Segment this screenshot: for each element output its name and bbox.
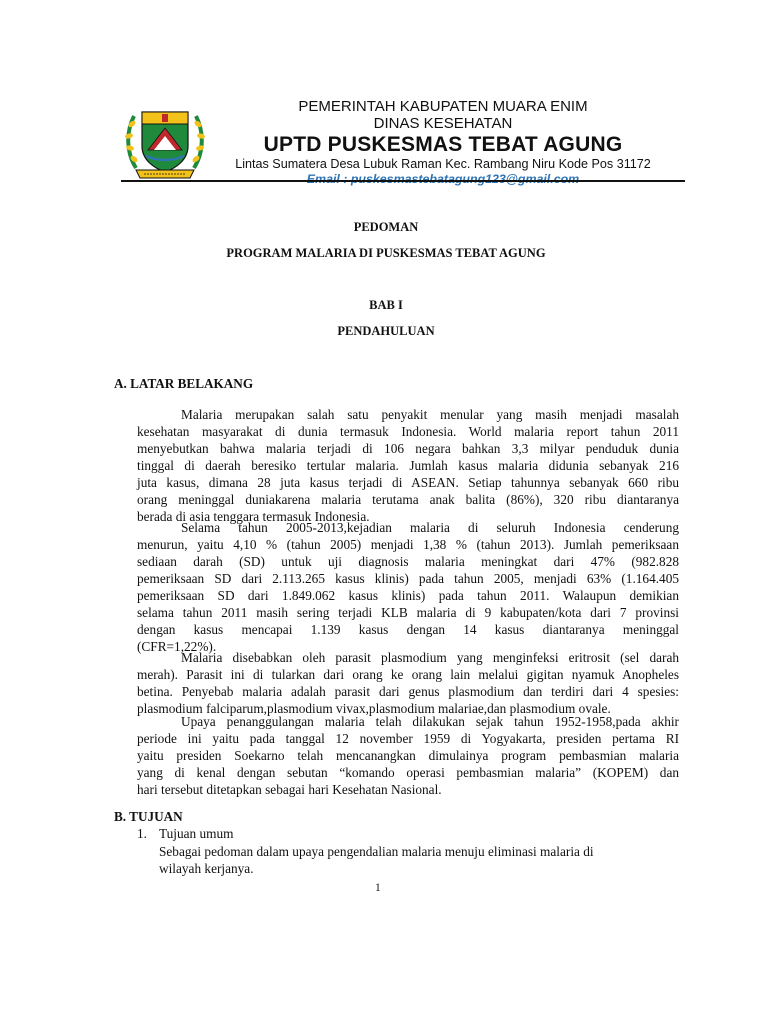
- text-line: Sebagai pedoman dalam upaya pengendalian malaria menuju eliminasi malaria di: [159, 844, 594, 859]
- letterhead-department: DINAS KESEHATAN: [373, 115, 513, 132]
- coat-of-arms-logo: [124, 102, 206, 182]
- text-line: selama tahun 2011 masih sering terjadi KLB malaria di 9 kabupaten/kota dari 7 provinsi: [137, 605, 679, 620]
- letterhead-divider: [121, 180, 685, 182]
- list-item-title: Tujuan umum: [159, 826, 234, 841]
- letterhead: [206, 98, 680, 187]
- text-line: pemeriksaan SD dari 2.113.265 kasus klinis) pada tahun 2005, menjadi 63% (1.164.405: [137, 571, 679, 586]
- document-title: PEDOMAN: [353, 220, 419, 234]
- document-subtitle: PROGRAM MALARIA DI PUSKESMAS TEBAT AGUNG: [226, 246, 546, 260]
- letterhead-institution: UPTD PUSKESMAS TEBAT AGUNG: [263, 133, 623, 156]
- text-line: juta kasus, dimana 28 juta kasus terjadi di ASEAN. Setiap tahunnya sebanyak 660 ribu: [137, 475, 679, 490]
- text-line: wilayah kerjanya.: [159, 861, 254, 876]
- chapter-number: BAB I: [369, 298, 403, 312]
- text-line: tinggal di daerah beresiko tertular malaria. Jumlah kasus malaria didunia sebanyak 216: [137, 458, 679, 473]
- text-line: yang di kenal dengan sebutan “komando operasi pembasmian malaria” (KOPEM) dan: [137, 765, 679, 780]
- text-line: Selama tahun 2005-2013,kejadian malaria di seluruh Indonesia cenderung: [181, 520, 679, 535]
- letterhead-government: PEMERINTAH KABUPATEN MUARA ENIM: [298, 98, 588, 115]
- text-line: (CFR=1,22%).: [137, 639, 217, 654]
- text-line: yaitu presiden Soekarno telah mencanangkan dimulainya program pembasmian malaria: [137, 748, 679, 763]
- section-b-heading: B. TUJUAN: [114, 809, 183, 824]
- paragraph-3: [137, 649, 679, 717]
- page-number: 1: [375, 882, 381, 894]
- text-line: menurun, yaitu 4,10 % (tahun 2005) menjadi 1,38 % (tahun 2013). Jumlah pemeriksaan: [137, 537, 679, 552]
- text-line: betina. Penyebab malaria adalah parasit dari genus plasmodium dan terdiri dari 4 spesies:: [137, 684, 679, 699]
- text-line: merah). Parasit ini di tularkan dari orang ke orang lain melalui gigitan nyamuk Anopheles: [137, 667, 679, 682]
- text-line: dengan kasus mencapai 1.139 kasus dengan 14 kasus diantaranya meninggal: [137, 622, 679, 637]
- text-line: Upaya penanggulangan malaria telah dilakukan sejak tahun 1952-1958,pada akhir: [181, 714, 679, 729]
- text-line: Malaria disebabkan oleh parasit plasmodium yang menginfeksi eritrosit (sel darah: [181, 650, 679, 665]
- text-line: orang meninggal duniakarena malaria terutama anak balita (86%), 320 ribu diantaranya: [137, 492, 679, 507]
- text-line: Malaria merupakan salah satu penyakit menular yang masih menjadi masalah: [181, 407, 679, 422]
- text-line: menyebutkan bahwa malaria terjadi di 106 negara bahkan 3,3 milyar penduduk dunia: [137, 441, 679, 456]
- text-line: plasmodium falciparum,plasmodium vivax,plasmodium malariae,dan plasmodium ovale.: [137, 701, 611, 716]
- text-line: periode ini yaitu pada tanggal 12 november 1959 di Yogyakarta, presiden pertama RI: [137, 731, 679, 746]
- text-line: berada di asia tenggara termasuk Indonesia.: [137, 509, 370, 524]
- paragraph-2: [137, 519, 679, 655]
- text-line: sediaan darah (SD) untuk uji diagnosis malaria meningkat dari 47% (982.828: [137, 554, 679, 569]
- letterhead-email: Email : puskesmastebatagung123@gmail.com: [306, 172, 580, 186]
- chapter-title: PENDAHULUAN: [337, 324, 435, 338]
- paragraph-4: [137, 713, 679, 798]
- list-item-number: 1.: [137, 826, 147, 841]
- text-line: hari tersebut ditetapkan sebagai hari Kesehatan Nasional.: [137, 782, 442, 797]
- letterhead-address: Lintas Sumatera Desa Lubuk Raman Kec. Rambang Niru Kode Pos 31172: [235, 157, 651, 171]
- list-item-body: [159, 843, 658, 877]
- paragraph-1: [137, 406, 679, 525]
- section-a-heading: A. LATAR BELAKANG: [114, 376, 254, 391]
- text-line: pemeriksaan SD dari 1.849.062 kasus klinis) pada tahun 2011. Walaupun demikian: [137, 588, 679, 603]
- text-line: kesehatan masyarakat di dunia termasuk Indonesia. World malaria report tahun 2011: [137, 424, 679, 439]
